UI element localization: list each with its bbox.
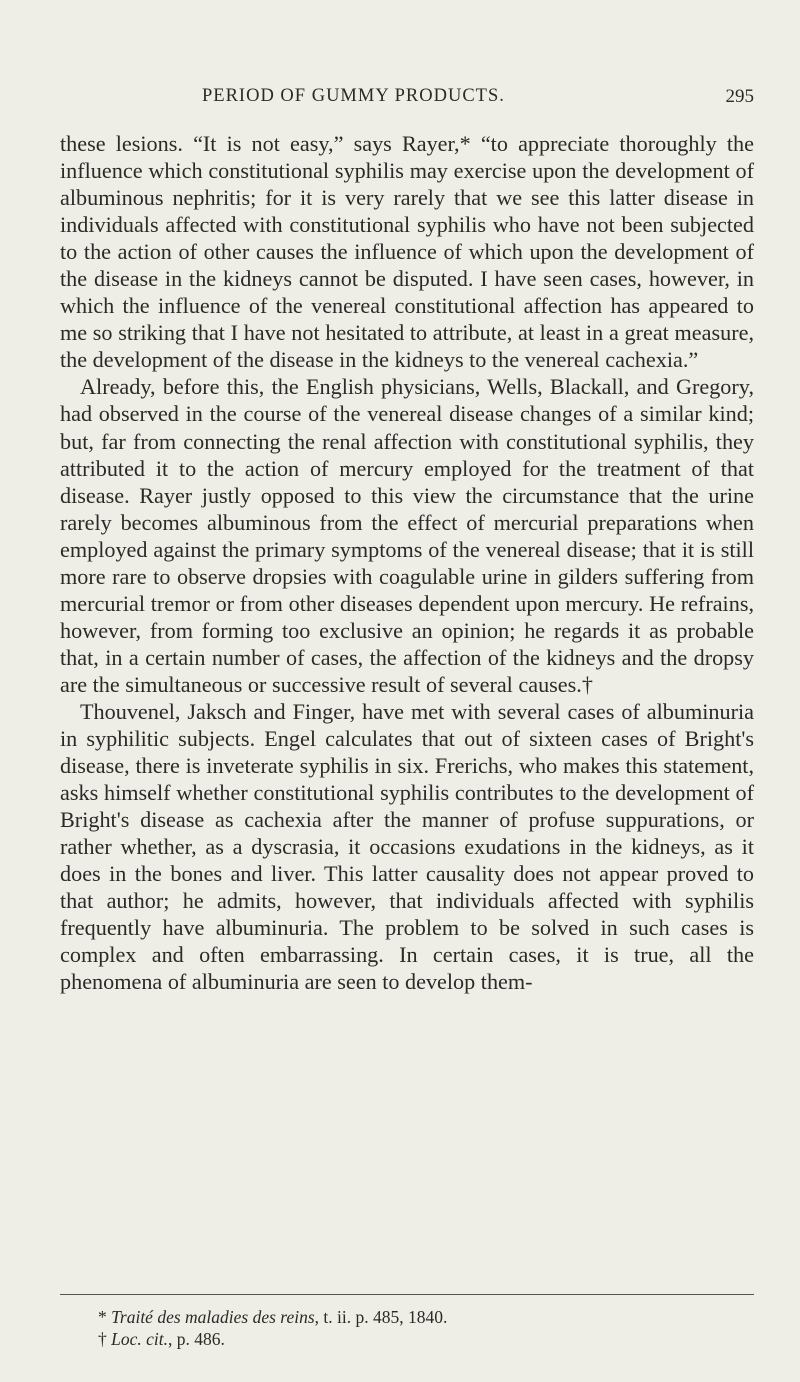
paragraph: Already, before this, the English physicians, Wells, Blackall, and Gregory, had observed in the course of the venereal disease changes of a similar kind; but, far from connecting the renal affection with constitutional syphilis, they attributed it to the action of mercury employed for the treatment of that disease. Rayer justly opposed to this view the circumstance that the urine rarely becomes albuminous from the effect of mercurial preparations when employed against the primary symptoms of the venereal disease; that it is still more rare to observe dropsies with coagulable urine in gilders suffering from mercurial tremor or from other diseases dependent upon mercury. He refrains, however, from forming too exclusive an opinion; he regards it as probable that, in a certain number of cases, the affection of the kidneys and the dropsy are the simultaneous or successive result of several causes.† — [60, 374, 754, 697]
footnote — [82, 1328, 742, 1350]
footnote-title: Traité des maladies des reins — [111, 1307, 315, 1327]
page-header — [60, 86, 754, 116]
page-number: 295 — [725, 86, 754, 107]
footnote — [82, 1306, 742, 1328]
body-text — [60, 130, 754, 996]
footnotes — [82, 1306, 742, 1350]
footnote-mark: † — [98, 1329, 107, 1349]
footnote-mark: * — [98, 1307, 107, 1327]
footnote-title: Loc. cit. — [111, 1329, 168, 1349]
footnote-reference: , p. 486. — [168, 1329, 225, 1349]
running-title: PERIOD OF GUMMY PRODUCTS. — [202, 86, 505, 106]
paragraph: these lesions. “It is not easy,” says Rayer,* “to appreciate thoroughly the influence which constitutional syphilis may exercise upon the development of albuminous nephritis; for it is very rarely that we see this latter disease in individuals affected with constitutional syphilis who have not been subjected to the action of other causes the influence of which upon the development of the disease in the kidneys cannot be disputed. I have seen cases, however, in which the influence of the venereal constitutional affection has appeared to me so striking that I have not hesitated to attribute, at least in a great measure, the development of the disease in the kidneys to the venereal cachexia.” — [60, 131, 754, 373]
footnote-divider — [60, 1294, 754, 1295]
paragraph: Thouvenel, Jaksch and Finger, have met with several cases of albuminuria in syphilitic subjects. Engel calculates that out of sixteen cases of Bright's disease, there is inveterate syphilis in six. Frerichs, who makes this statement, asks himself whether constitutional syphilis contributes to the development of Bright's disease as cachexia after the manner of profuse suppurations, or rather whether, as a dyscrasia, it occasions exudations in the kidneys, as it does in the bones and liver. This latter causality does not appear proved to that author; he admits, however, that individuals affected with syphilis frequently have albuminuria. The problem to be solved in such cases is complex and often embarrassing. In certain cases, it is true, all the phenomena of albuminuria are seen to develop them- — [60, 698, 754, 995]
footnote-reference: , t. ii. p. 485, 1840. — [314, 1307, 448, 1327]
